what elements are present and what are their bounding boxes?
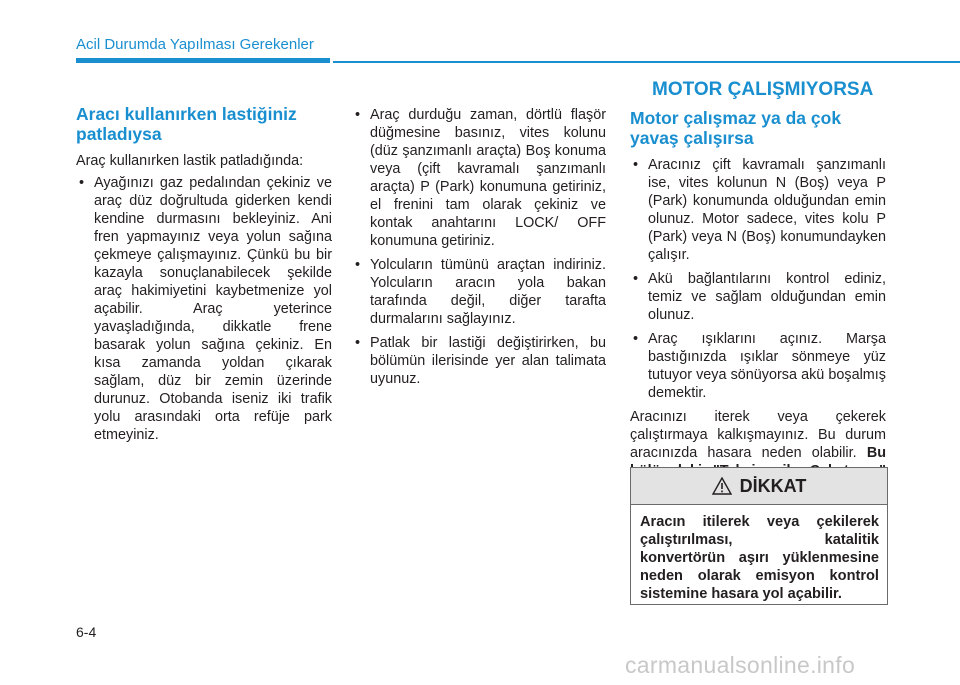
engine-paragraph-text: Aracınızı iterek veya çekerek çalıştırmaya kalkışmayınız. Bu durum aracınızda hasara neden olabilir. — [630, 409, 886, 461]
column-3 — [630, 108, 886, 498]
caution-box — [630, 467, 888, 605]
header-rule-thin — [333, 61, 960, 63]
engine-list — [630, 156, 886, 402]
list-item: • Araç durduğu zaman, dörtlü flaşör düğmesine basınız, vites kolunu (düz şanzımanlı araçta) Boş konuma veya (çift kavramalı şanzımanlı araçta) P (Park) konumuna getiriniz, el frenini tam olarak çekiniz ve kontak anahtarını LOCK/ OFF konumuna getiriniz. — [352, 106, 606, 250]
watermark: carmanualsonline.info — [625, 652, 856, 678]
caution-text: Aracın itilerek veya çekilerek çalıştırılması, katalitik konvertörün aşırı yüklenmesine neden olarak emisyon kontrol sistemine hasara yol açabilir. — [640, 514, 879, 602]
list-item: • Akü bağlantılarını kontrol ediniz, temiz ve sağlam olduğundan emin olunuz. — [630, 270, 886, 324]
list-item: • Patlak bir lastiği değiştirirken, bu bölümün ilerisinde yer alan talimata uyunuz. — [352, 334, 606, 388]
section-title: MOTOR ÇALIŞMIYORSA — [652, 79, 874, 100]
caution-title: DİKKAT — [739, 475, 807, 496]
engine-heading: Motor çalışmaz ya da çok yavaş çalışırsa — [630, 108, 842, 148]
list-item: • Ayağınızı gaz pedalından çekiniz ve araç düz doğrultuda giderken kendi kendine durmasını bekleyiniz. Ani fren yapmayınız veya yolun sağına çekmeye çalışmayınız. Çünkü bu bir kazayla sonuçlanabilecek şekilde araç hakimiyetini kaybetmenize yol açabilir. Araç yeterince yavaşladığında, dikkatle frene basarak yolun sağına çekiniz. En kısa zamanda yoldan çıkarak sağlam, düz bir zemin üzerinde durunuz. Otobanda iseniz iki trafik yolu arasındaki orta refüje park etmeyiniz. — [76, 174, 332, 444]
column-1 — [76, 104, 332, 450]
column-2 — [352, 106, 606, 394]
flat-tire-intro: Araç kullanırken lastik patladığında: — [76, 153, 304, 169]
warning-icon — [712, 477, 732, 495]
list-item: • Araç ışıklarını açınız. Marşa bastığınızda ışıklar sönmeye yüz tutuyor veya sönüyorsa akü boşalmış demektir. — [630, 330, 886, 402]
flat-tire-heading: Aracı kullanırken lastiğiniz patladıysa — [76, 104, 297, 144]
list-item: • Yolcuların tümünü araçtan indiriniz. Yolcuların aracın yola bakan tarafında değil, diğer tarafta durmalarını sağlayınız. — [352, 256, 606, 328]
flat-tire-steps-list — [352, 106, 606, 388]
caution-header — [631, 468, 887, 505]
engine-paragraph-reference: Bu — [866, 445, 886, 461]
header-title: Acil Durumda Yapılması Gerekenler — [76, 36, 314, 53]
header-rule-thick — [76, 58, 330, 63]
page-number: 6-4 — [76, 624, 97, 640]
flat-tire-list — [76, 174, 332, 444]
list-item: • Aracınız çift kavramalı şanzımanlı ise, vites kolunun N (Boş) veya P (Park) konumunda olduğundan emin olunuz. Motor sadece, vites kolu P (Park) veya N (Boş) konumundayken çalışır. — [630, 156, 886, 264]
